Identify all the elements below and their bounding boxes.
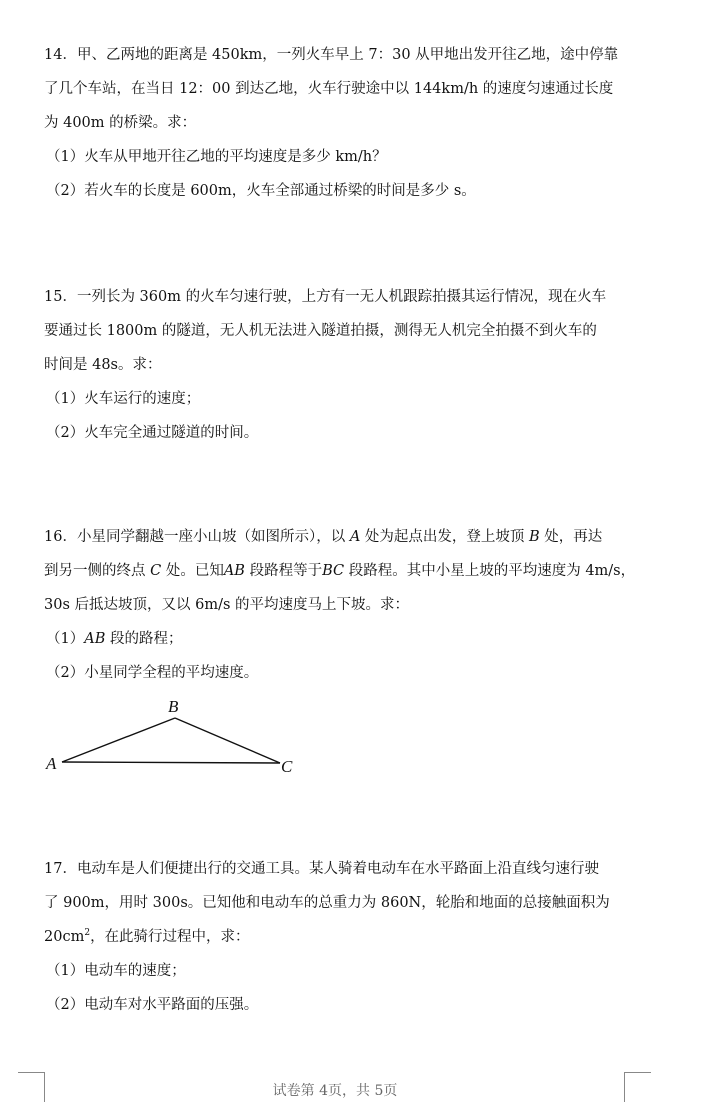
problem-16-text: 处，再达 [539, 529, 603, 545]
problem-14-line-2: 了几个车站，在当日 12：00 到达乙地，火车行驶途中以 144km/h 的速度匀速通过长度 [44, 81, 614, 97]
problem-17-question-2: （2）电动车对水平路面的压强。 [46, 997, 259, 1013]
problem-14-question-2: （2）若火车的长度是 600m，火车全部通过桥梁的时间是多少 s。 [46, 183, 476, 199]
problem-14 [44, 38, 684, 208]
point-c-ref: C [150, 563, 162, 579]
problem-15-line-3: 时间是 48s。求： [44, 357, 162, 373]
segment-bc-ref: BC [322, 563, 345, 579]
point-b-ref: B [529, 529, 540, 545]
problem-17-question-1: （1）电动车的速度； [46, 963, 186, 979]
problem-17-line-3 [44, 920, 684, 954]
problem-16 [44, 520, 684, 690]
segment-bc [175, 718, 280, 763]
problem-15-line-2: 要通过长 1800m 的隧道，无人机无法进入隧道拍摄，测得无人机完全拍摄不到火车的 [44, 323, 597, 339]
label-b: B [168, 697, 179, 716]
problem-16-text: 处。已知 [161, 563, 224, 579]
problem-16-text: 16．小星同学翻越一座小山坡（如图所示），以 [44, 529, 350, 545]
problem-16-line-3: 30s 后抵达坡顶，又以 6m/s 的平均速度马上下坡。求： [44, 597, 410, 613]
problem-16-line-1 [44, 520, 684, 554]
segment-ac [62, 762, 280, 763]
point-a-ref: A [349, 529, 361, 545]
area-exponent: 2 [84, 928, 91, 939]
problem-15 [44, 280, 684, 450]
problem-17 [44, 852, 684, 1022]
problem-15-question-2: （2）火车完全通过隧道的时间。 [46, 425, 259, 441]
hill-triangle-figure [40, 696, 310, 786]
problem-16-question-2: （2）小星同学全程的平均速度。 [46, 665, 259, 681]
problem-14-line-3: 为 400m 的桥梁。求： [44, 115, 197, 131]
problem-17-text: ，在此骑行过程中，求： [90, 929, 250, 945]
problem-14-line-1: 14．甲、乙两地的距离是 450km，一列火车早上 7：30 从甲地出发开往乙地，途中停靠 [44, 47, 619, 63]
label-c: C [281, 757, 293, 776]
problem-15-line-1: 15．一列长为 360m 的火车匀速行驶，上方有一无人机跟踪拍摄其运行情况，现在火车 [44, 289, 607, 305]
area-value: 20cm [44, 929, 85, 945]
problem-17-line-2: 了 900m，用时 300s。已知他和电动车的总重力为 860N，轮胎和地面的总接触面积为 [44, 895, 610, 911]
label-a: A [46, 754, 57, 773]
problem-14-question-1: （1）火车从甲地开往乙地的平均速度是多少 km/h？ [46, 149, 387, 165]
problem-15-question-1: （1）火车运行的速度； [46, 391, 201, 407]
problem-17-line-1: 17．电动车是人们便捷出行的交通工具。某人骑着电动车在水平路面上沿直线匀速行驶 [44, 861, 599, 877]
segment-ab-ref: AB [84, 631, 106, 647]
problem-16-text: 段路程。其中小星上坡的平均速度为 4m/s， [344, 563, 636, 579]
problem-16-text: 处为起点出发，登上坡顶 [360, 529, 530, 545]
question-text: 段的路程； [105, 631, 183, 647]
problem-16-line-2 [44, 554, 684, 588]
question-number: （1） [46, 631, 85, 647]
segment-ab-ref: AB [223, 563, 245, 579]
problem-16-text: 到另一侧的终点 [44, 563, 151, 579]
problem-16-text: 段路程等于 [244, 563, 323, 579]
segment-ab [62, 718, 175, 762]
problem-16-question-1 [44, 622, 684, 656]
page-footer: 试卷第 4页，共 5页 [272, 1083, 398, 1099]
